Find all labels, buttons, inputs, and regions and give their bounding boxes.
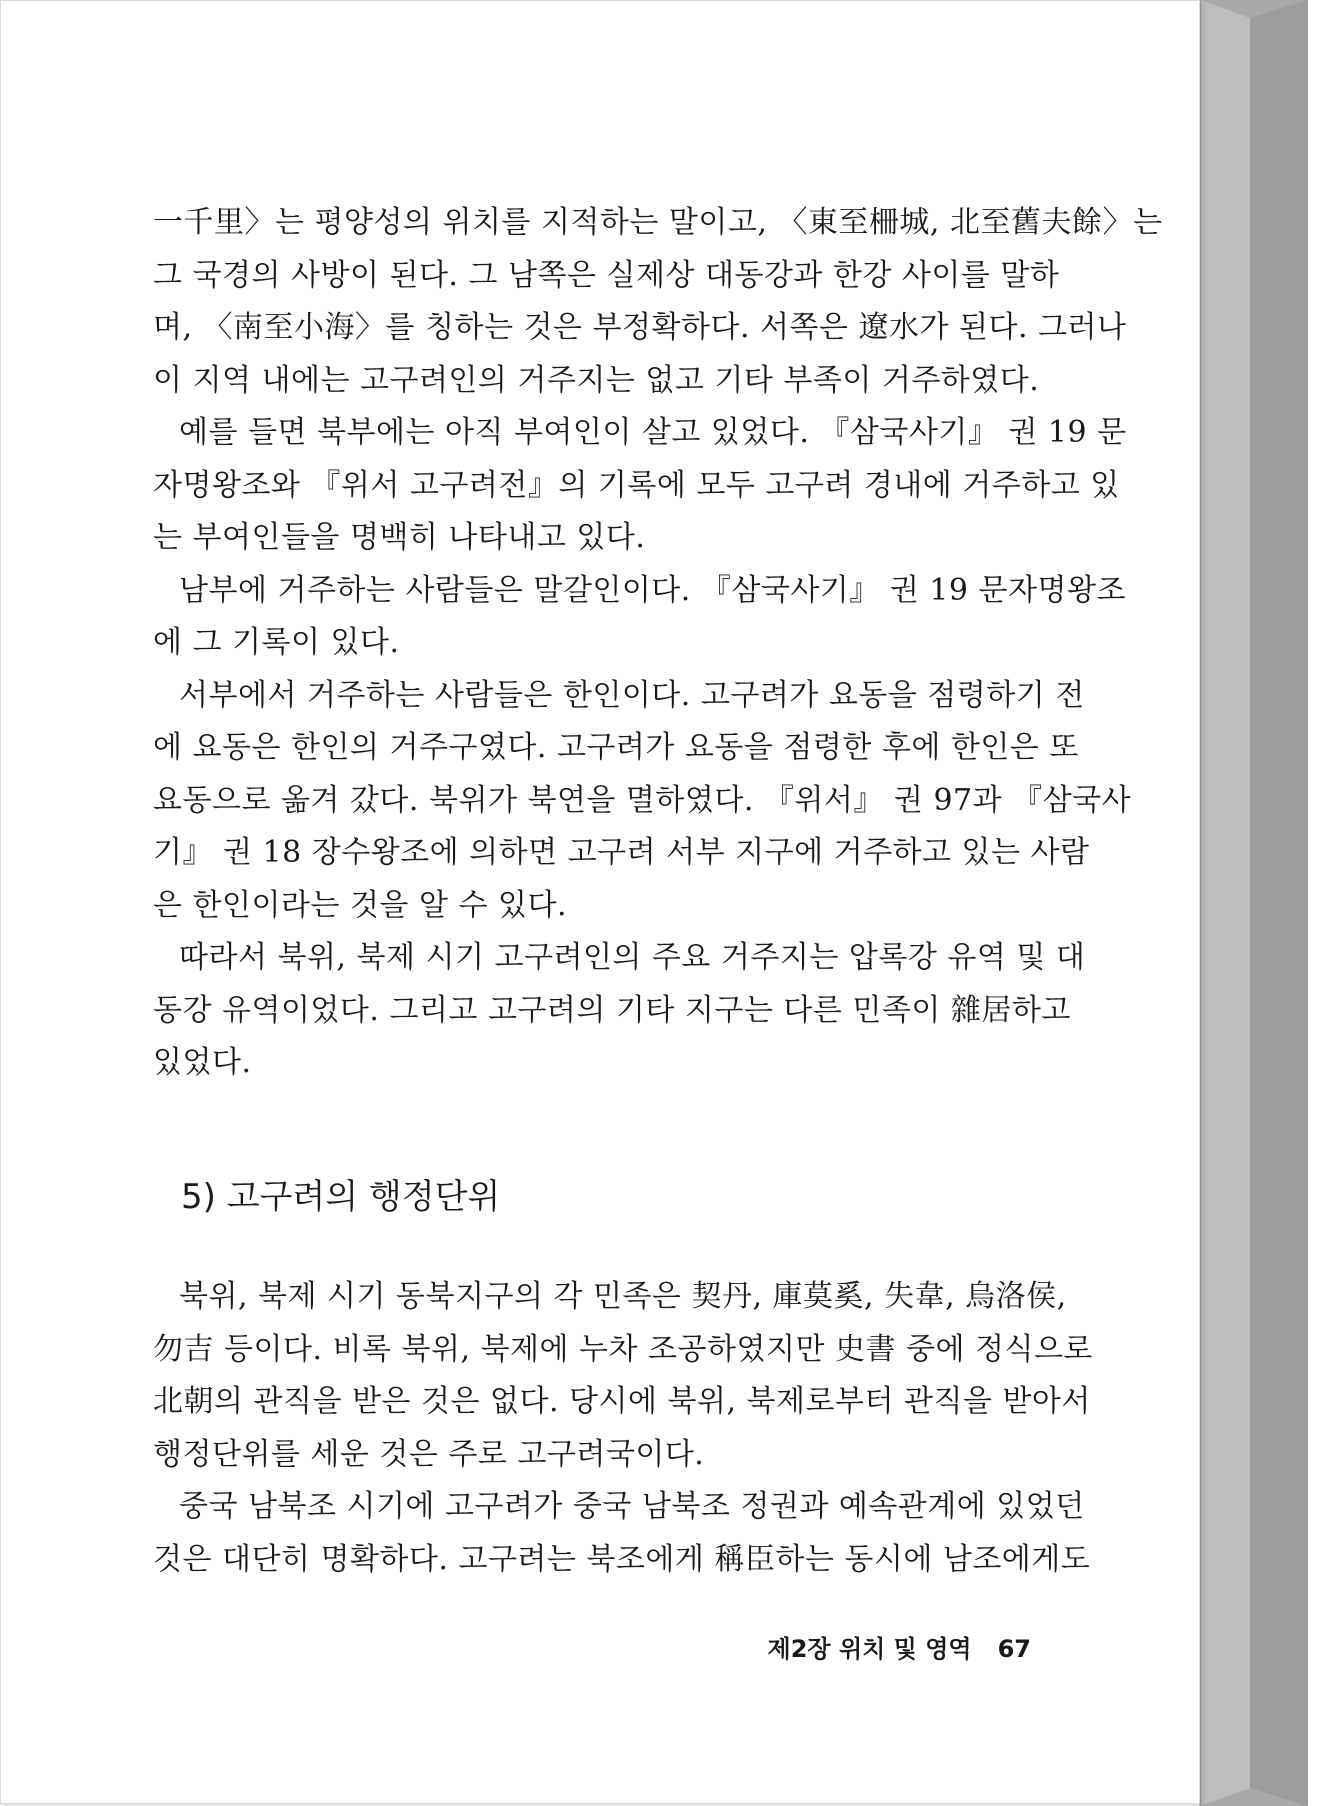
page-number: 67 — [997, 1635, 1031, 1663]
section-heading: 5) 고구려의 행정단위 — [181, 1177, 501, 1217]
text-line: 이 지역 내에는 고구려인의 거주지는 없고 기타 부족이 거주하였다. — [153, 362, 1040, 398]
text-line: 며, 〈南至小海〉를 칭하는 것은 부정확하다. 서쪽은 遼水가 된다. 그러나 — [153, 310, 1127, 345]
text-line: 서부에서 거주하는 사람들은 한인이다. 고구려가 요동을 점령하기 전 — [179, 677, 1085, 713]
text-line: 北朝의 관직을 받은 것은 없다. 당시에 북위, 북제로부터 관직을 받아서 — [153, 1384, 1091, 1419]
text-line: 남부에 거주하는 사람들은 말갈인이다. 『삼국사기』 권 19 문자명왕조 — [179, 572, 1126, 608]
text-line: 은 한인이라는 것을 알 수 있다. — [153, 887, 567, 923]
text-line: 중국 남북조 시기에 고구려가 중국 남북조 정권과 예속관계에 있었던 — [179, 1489, 1085, 1524]
page-footer — [731, 1629, 1031, 1664]
text-line: 一千里〉는 평양성의 위치를 지적하는 말이고, 〈東至柵城, 北至舊夫餘〉는 — [153, 205, 1163, 240]
text-line: 勿吉 등이다. 비록 북위, 북제에 누차 조공하였지만 史書 중에 정식으로 — [153, 1331, 1093, 1367]
text-line: 행정단위를 세운 것은 주로 고구려국이다. — [153, 1436, 705, 1472]
text-line: 것은 대단히 명확하다. 고구려는 북조에게 稱臣하는 동시에 남조에게도 — [153, 1541, 1091, 1577]
text-line: 요동으로 옮겨 갔다. 북위가 북연을 멸하였다. 『위서』 권 97과 『삼국사 — [153, 782, 1132, 818]
chapter-title: 제2장 위치 및 영역 — [767, 1635, 972, 1663]
text-line: 예를 들면 북부에는 아직 부여인이 살고 있었다. 『삼국사기』 권 19 문 — [179, 415, 1127, 450]
text-line: 에 요동은 한인의 거주구였다. 고구려가 요동을 점령한 후에 한인은 또 — [153, 730, 1079, 765]
text-line: 북위, 북제 시기 동북지구의 각 민족은 契丹, 庫莫奚, 失韋, 烏洛侯, — [179, 1279, 1067, 1314]
text-line: 그 국경의 사방이 된다. 그 남쪽은 실제상 대동강과 한강 사이를 말하 — [153, 257, 1060, 293]
text-line: 에 그 기록이 있다. — [153, 625, 400, 660]
page-stack-edge — [1190, 0, 1322, 1806]
text-line: 동강 유역이었다. 그리고 고구려의 기타 지구는 다른 민족이 雜居하고 — [153, 992, 1071, 1028]
text-line: 기』 권 18 장수왕조에 의하면 고구려 서부 지구에 거주하고 있는 사람 — [153, 835, 1090, 870]
body-text-top — [153, 197, 1163, 1090]
text-line: 자명왕조와 『위서 고구려전』의 기록에 모두 고구려 경내에 거주하고 있 — [153, 467, 1120, 503]
text-line: 있었다. — [153, 1045, 252, 1080]
body-text-bottom — [153, 1271, 1093, 1586]
text-line: 는 부여인들을 명백히 나타내고 있다. — [153, 520, 646, 555]
text-line: 따라서 북위, 북제 시기 고구려인의 주요 거주지는 압록강 유역 및 대 — [179, 940, 1086, 975]
